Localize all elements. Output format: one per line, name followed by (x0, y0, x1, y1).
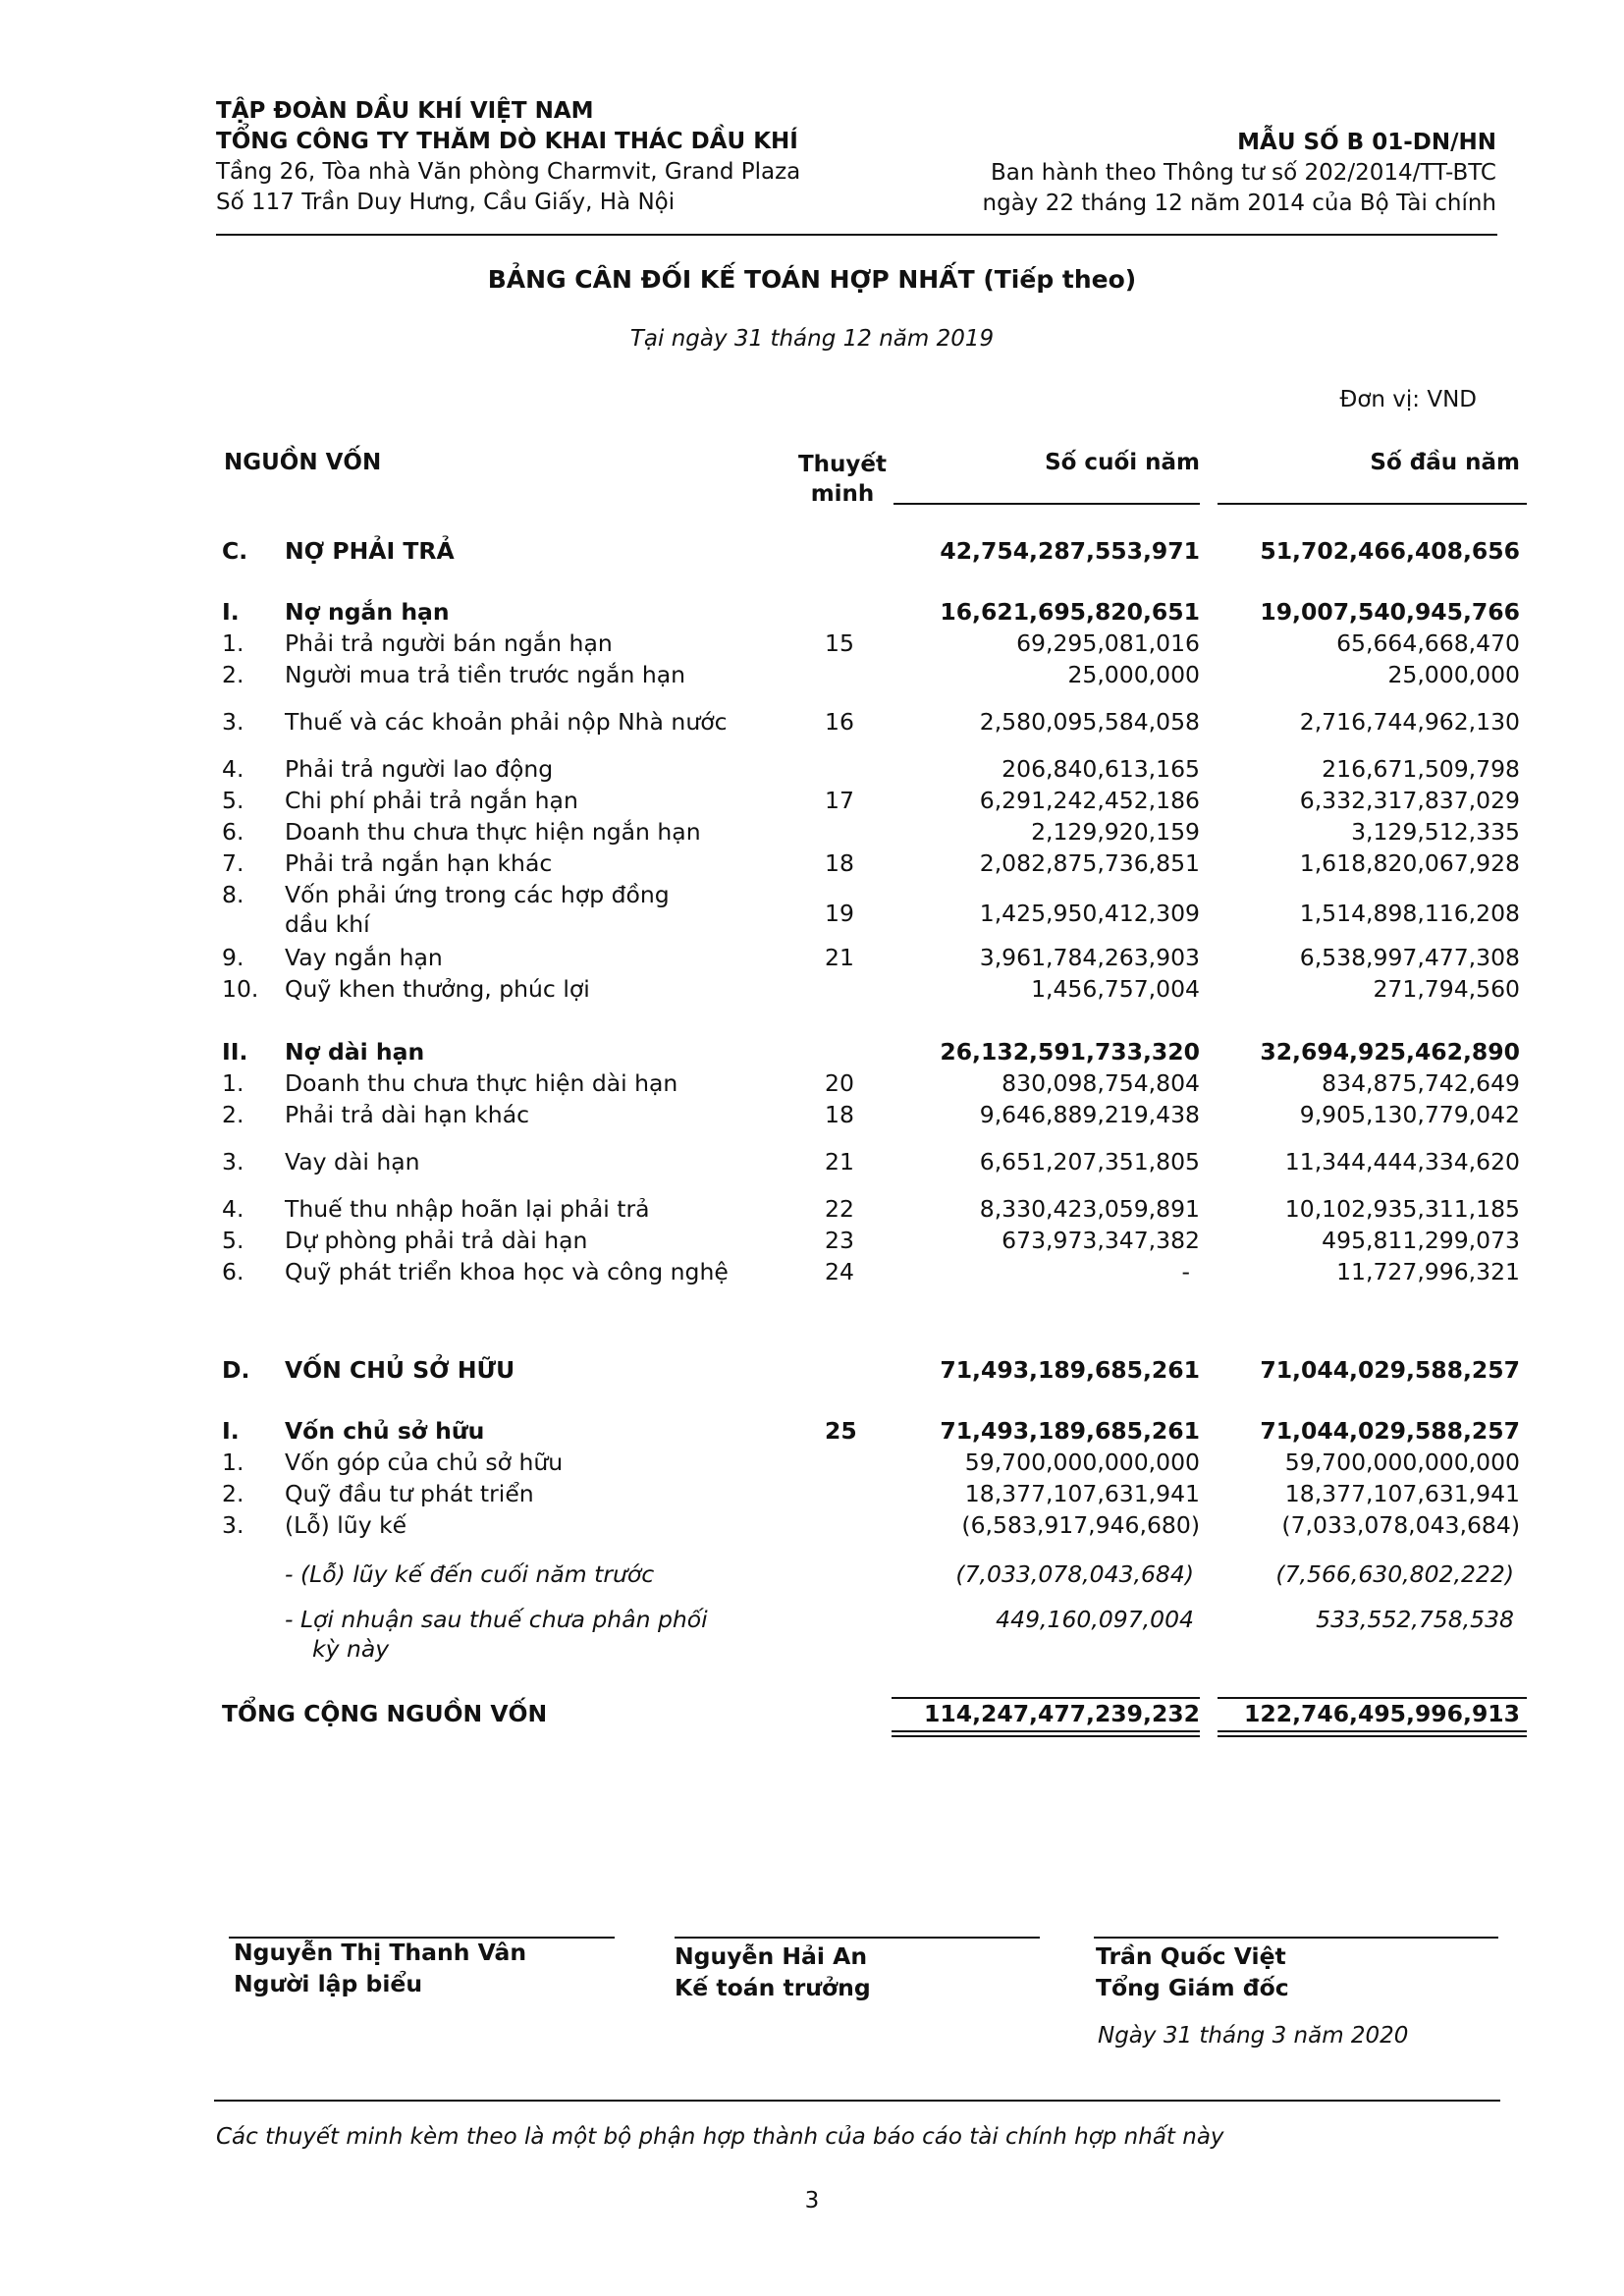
row-note-ref: 18 (825, 1101, 854, 1128)
row-end-value: 1,456,757,004 (1031, 975, 1200, 1003)
row-label: Thuế và các khoản phải nộp Nhà nước (285, 708, 728, 736)
total-end-double-rule-1 (892, 1730, 1200, 1732)
total-end-double-rule-2 (892, 1735, 1200, 1737)
row-begin-value: 32,694,925,462,890 (1260, 1038, 1520, 1066)
signing-date: Ngày 31 tháng 3 năm 2020 (1098, 2023, 1409, 2049)
company-name: TỔNG CÔNG TY THĂM DÒ KHAI THÁC DẦU KHÍ (216, 129, 798, 154)
row-begin-value: 18,377,107,631,941 (1284, 1480, 1520, 1507)
general-director-name: Trần Quốc Việt (1096, 1942, 1286, 1970)
col-header-note-line1: Thuyết (797, 452, 888, 477)
col-begin-rule (1218, 503, 1527, 505)
total-begin-double-rule-1 (1218, 1730, 1527, 1732)
footer-divider (214, 2100, 1500, 2102)
row-label: Phải trả dài hạn khác (285, 1101, 530, 1128)
row-label: Quỹ đầu tư phát triển (285, 1480, 534, 1507)
row-number: 10. (222, 975, 259, 1003)
row-begin-value: 1,514,898,116,208 (1299, 900, 1520, 927)
issued-line-2: ngày 22 tháng 12 năm 2014 của Bộ Tài chính (982, 191, 1496, 216)
row-number: 3. (222, 1511, 244, 1539)
row-end-value: 42,754,287,553,971 (940, 537, 1200, 565)
chief-accountant-name: Nguyễn Hải An (675, 1942, 868, 1970)
row-end-value: 830,098,754,804 (1001, 1069, 1200, 1097)
col-header-begin: Số đầu năm (1370, 450, 1520, 475)
row-begin-value: 834,875,742,649 (1322, 1069, 1520, 1097)
row-end-value: 59,700,000,000,000 (964, 1449, 1200, 1476)
row-begin-value: 9,905,130,779,042 (1299, 1101, 1520, 1128)
row-label: (Lỗ) lũy kế (285, 1511, 407, 1539)
row-begin-value: 216,671,509,798 (1322, 755, 1520, 783)
general-director-role: Tổng Giám đốc (1096, 1974, 1289, 2001)
row-begin-value: 25,000,000 (1387, 661, 1520, 688)
address-line-1: Tầng 26, Tòa nhà Văn phòng Charmvit, Grand Plaza (216, 159, 801, 185)
row-end-value: 69,295,081,016 (1016, 629, 1200, 657)
row-end-value: 16,621,695,820,651 (940, 598, 1200, 626)
page-number: 3 (804, 2188, 820, 2214)
signature-chief-accountant (675, 1941, 871, 2003)
row-label: - (Lỗ) lũy kế đến cuối năm trước (285, 1560, 655, 1588)
row-begin-value: 19,007,540,945,766 (1260, 598, 1520, 626)
chief-accountant-role: Kế toán trưởng (675, 1974, 871, 2001)
row-number: 1. (222, 629, 244, 657)
row-begin-value: 1,618,820,067,928 (1299, 849, 1520, 877)
row-label: Phải trả ngắn hạn khác (285, 849, 553, 877)
row-begin-value: 2,716,744,962,130 (1299, 708, 1520, 736)
row-number: 2. (222, 661, 244, 688)
row-label: Doanh thu chưa thực hiện ngắn hạn (285, 818, 701, 846)
row-end-value: 6,651,207,351,805 (979, 1148, 1200, 1175)
group-name: TẬP ĐOÀN DẦU KHÍ VIỆT NAM (216, 98, 594, 124)
row-label-continued: dầu khí (285, 910, 370, 938)
row-label: Chi phí phải trả ngắn hạn (285, 787, 578, 814)
row-label: Nợ dài hạn (285, 1038, 425, 1066)
row-note-ref: 22 (825, 1195, 854, 1223)
row-end-value: (7,033,078,043,684) (955, 1560, 1194, 1588)
row-note-ref: 20 (825, 1069, 854, 1097)
row-end-value: 2,129,920,159 (1031, 818, 1200, 846)
form-header (983, 128, 1496, 219)
signature-line-2 (675, 1937, 1040, 1939)
row-end-value: 6,291,242,452,186 (979, 787, 1200, 814)
row-begin-value: 495,811,299,073 (1322, 1227, 1520, 1254)
row-begin-value: 51,702,466,408,656 (1260, 537, 1520, 565)
row-label: Vay ngắn hạn (285, 944, 443, 971)
total-begin-double-rule-2 (1218, 1735, 1527, 1737)
row-number: I. (222, 1417, 240, 1445)
row-label-continued: kỳ này (312, 1635, 390, 1663)
page-title: BẢNG CÂN ĐỐI KẾ TOÁN HỢP NHẤT (Tiếp theo) (487, 265, 1137, 294)
row-number: 7. (222, 849, 244, 877)
company-header (216, 96, 800, 218)
col-end-rule (893, 503, 1200, 505)
preparer-name: Nguyễn Thị Thanh Vân (234, 1939, 527, 1966)
row-note-ref: 16 (825, 708, 854, 736)
row-label: Phải trả người lao động (285, 755, 554, 783)
row-end-value: 71,493,189,685,261 (940, 1417, 1200, 1445)
row-number: 6. (222, 1258, 244, 1285)
col-header-end: Số cuối năm (1045, 450, 1200, 475)
row-number: 8. (222, 881, 244, 908)
row-note-ref: 21 (825, 1148, 854, 1175)
row-end-value: 9,646,889,219,438 (979, 1101, 1200, 1128)
row-number: 5. (222, 787, 244, 814)
row-number: I. (222, 598, 240, 626)
row-label: Vốn chủ sở hữu (285, 1417, 485, 1445)
row-begin-value: 6,332,317,837,029 (1299, 787, 1520, 814)
row-begin-value: (7,033,078,043,684) (1281, 1511, 1520, 1539)
row-label: Nợ ngắn hạn (285, 598, 450, 626)
row-number: D. (222, 1356, 250, 1384)
form-code: MẪU SỐ B 01-DN/HN (1237, 130, 1496, 155)
row-begin-value: 10,102,935,311,185 (1284, 1195, 1520, 1223)
row-end-value: 71,493,189,685,261 (940, 1356, 1200, 1384)
signature-line-3 (1094, 1937, 1498, 1939)
row-label: Phải trả người bán ngắn hạn (285, 629, 613, 657)
total-label: TỔNG CỘNG NGUỒN VỐN (222, 1700, 548, 1727)
row-begin-value: 271,794,560 (1373, 975, 1520, 1003)
row-label: Vay dài hạn (285, 1148, 420, 1175)
col-header-note-line2: minh (810, 481, 875, 507)
row-note-ref: 23 (825, 1227, 854, 1254)
row-label: Quỹ khen thưởng, phúc lợi (285, 975, 590, 1003)
row-note-ref: 19 (825, 900, 854, 927)
row-end-value: 449,160,097,004 (996, 1606, 1194, 1633)
currency-unit: Đơn vị: VND (1339, 387, 1477, 412)
row-end-value: - (1181, 1258, 1190, 1285)
row-number: C. (222, 537, 248, 565)
row-begin-value: (7,566,630,802,222) (1275, 1560, 1514, 1588)
row-number: 4. (222, 1195, 244, 1223)
signature-preparer (234, 1937, 526, 1999)
row-note-ref: 24 (825, 1258, 854, 1285)
row-number: 3. (222, 1148, 244, 1175)
row-end-value: 1,425,950,412,309 (979, 900, 1200, 927)
issued-line-1: Ban hành theo Thông tư số 202/2014/TT-BTC (990, 160, 1496, 186)
row-begin-value: 6,538,997,477,308 (1299, 944, 1520, 971)
signature-general-director (1096, 1941, 1289, 2003)
total-begin-value: 122,746,495,996,913 (1244, 1700, 1520, 1727)
row-number: 9. (222, 944, 244, 971)
row-number: 2. (222, 1101, 244, 1128)
row-label: Dự phòng phải trả dài hạn (285, 1227, 588, 1254)
row-begin-value: 59,700,000,000,000 (1284, 1449, 1520, 1476)
row-label: Vốn góp của chủ sở hữu (285, 1449, 564, 1476)
row-end-value: 206,840,613,165 (1001, 755, 1200, 783)
row-begin-value: 71,044,029,588,257 (1260, 1356, 1520, 1384)
row-end-value: 2,082,875,736,851 (979, 849, 1200, 877)
page-subtitle: Tại ngày 31 tháng 12 năm 2019 (629, 326, 995, 352)
address-line-2: Số 117 Trần Duy Hưng, Cầu Giấy, Hà Nội (216, 190, 676, 215)
row-number: 5. (222, 1227, 244, 1254)
row-begin-value: 3,129,512,335 (1351, 818, 1520, 846)
row-number: 6. (222, 818, 244, 846)
row-number: II. (222, 1038, 248, 1066)
row-note-ref: 18 (825, 849, 854, 877)
row-begin-value: 65,664,668,470 (1336, 629, 1520, 657)
col-header-note (793, 450, 892, 509)
row-label: - Lợi nhuận sau thuế chưa phân phối (285, 1606, 708, 1633)
row-begin-value: 11,727,996,321 (1336, 1258, 1520, 1285)
col-header-label: NGUỒN VỐN (224, 450, 382, 475)
row-number: 1. (222, 1449, 244, 1476)
row-end-value: 2,580,095,584,058 (979, 708, 1200, 736)
row-label: Thuế thu nhập hoãn lại phải trả (285, 1195, 650, 1223)
row-note-ref: 25 (825, 1417, 857, 1445)
row-begin-value: 533,552,758,538 (1316, 1606, 1514, 1633)
row-begin-value: 71,044,029,588,257 (1260, 1417, 1520, 1445)
row-end-value: 8,330,423,059,891 (979, 1195, 1200, 1223)
row-label: Người mua trả tiền trước ngắn hạn (285, 661, 686, 688)
row-begin-value: 11,344,444,334,620 (1284, 1148, 1520, 1175)
row-end-value: (6,583,917,946,680) (961, 1511, 1200, 1539)
header-divider (216, 234, 1497, 236)
row-end-value: 673,973,347,382 (1001, 1227, 1200, 1254)
row-label: NỢ PHẢI TRẢ (285, 537, 455, 565)
row-end-value: 25,000,000 (1067, 661, 1200, 688)
row-label: Quỹ phát triển khoa học và công nghệ (285, 1258, 729, 1285)
total-end-value: 114,247,477,239,232 (924, 1700, 1200, 1727)
footnote: Các thuyết minh kèm theo là một bộ phận hợp thành của báo cáo tài chính hợp nhất này (216, 2124, 1224, 2150)
row-note-ref: 17 (825, 787, 854, 814)
row-label: VỐN CHỦ SỞ HỮU (285, 1356, 515, 1384)
row-end-value: 3,961,784,263,903 (979, 944, 1200, 971)
row-end-value: 26,132,591,733,320 (940, 1038, 1200, 1066)
row-number: 3. (222, 708, 244, 736)
row-label: Doanh thu chưa thực hiện dài hạn (285, 1069, 678, 1097)
row-number: 2. (222, 1480, 244, 1507)
row-note-ref: 21 (825, 944, 854, 971)
row-end-value: 18,377,107,631,941 (964, 1480, 1200, 1507)
row-note-ref: 15 (825, 629, 854, 657)
row-number: 1. (222, 1069, 244, 1097)
row-number: 4. (222, 755, 244, 783)
row-label: Vốn phải ứng trong các hợp đồng (285, 881, 670, 908)
preparer-role: Người lập biểu (234, 1970, 423, 1997)
